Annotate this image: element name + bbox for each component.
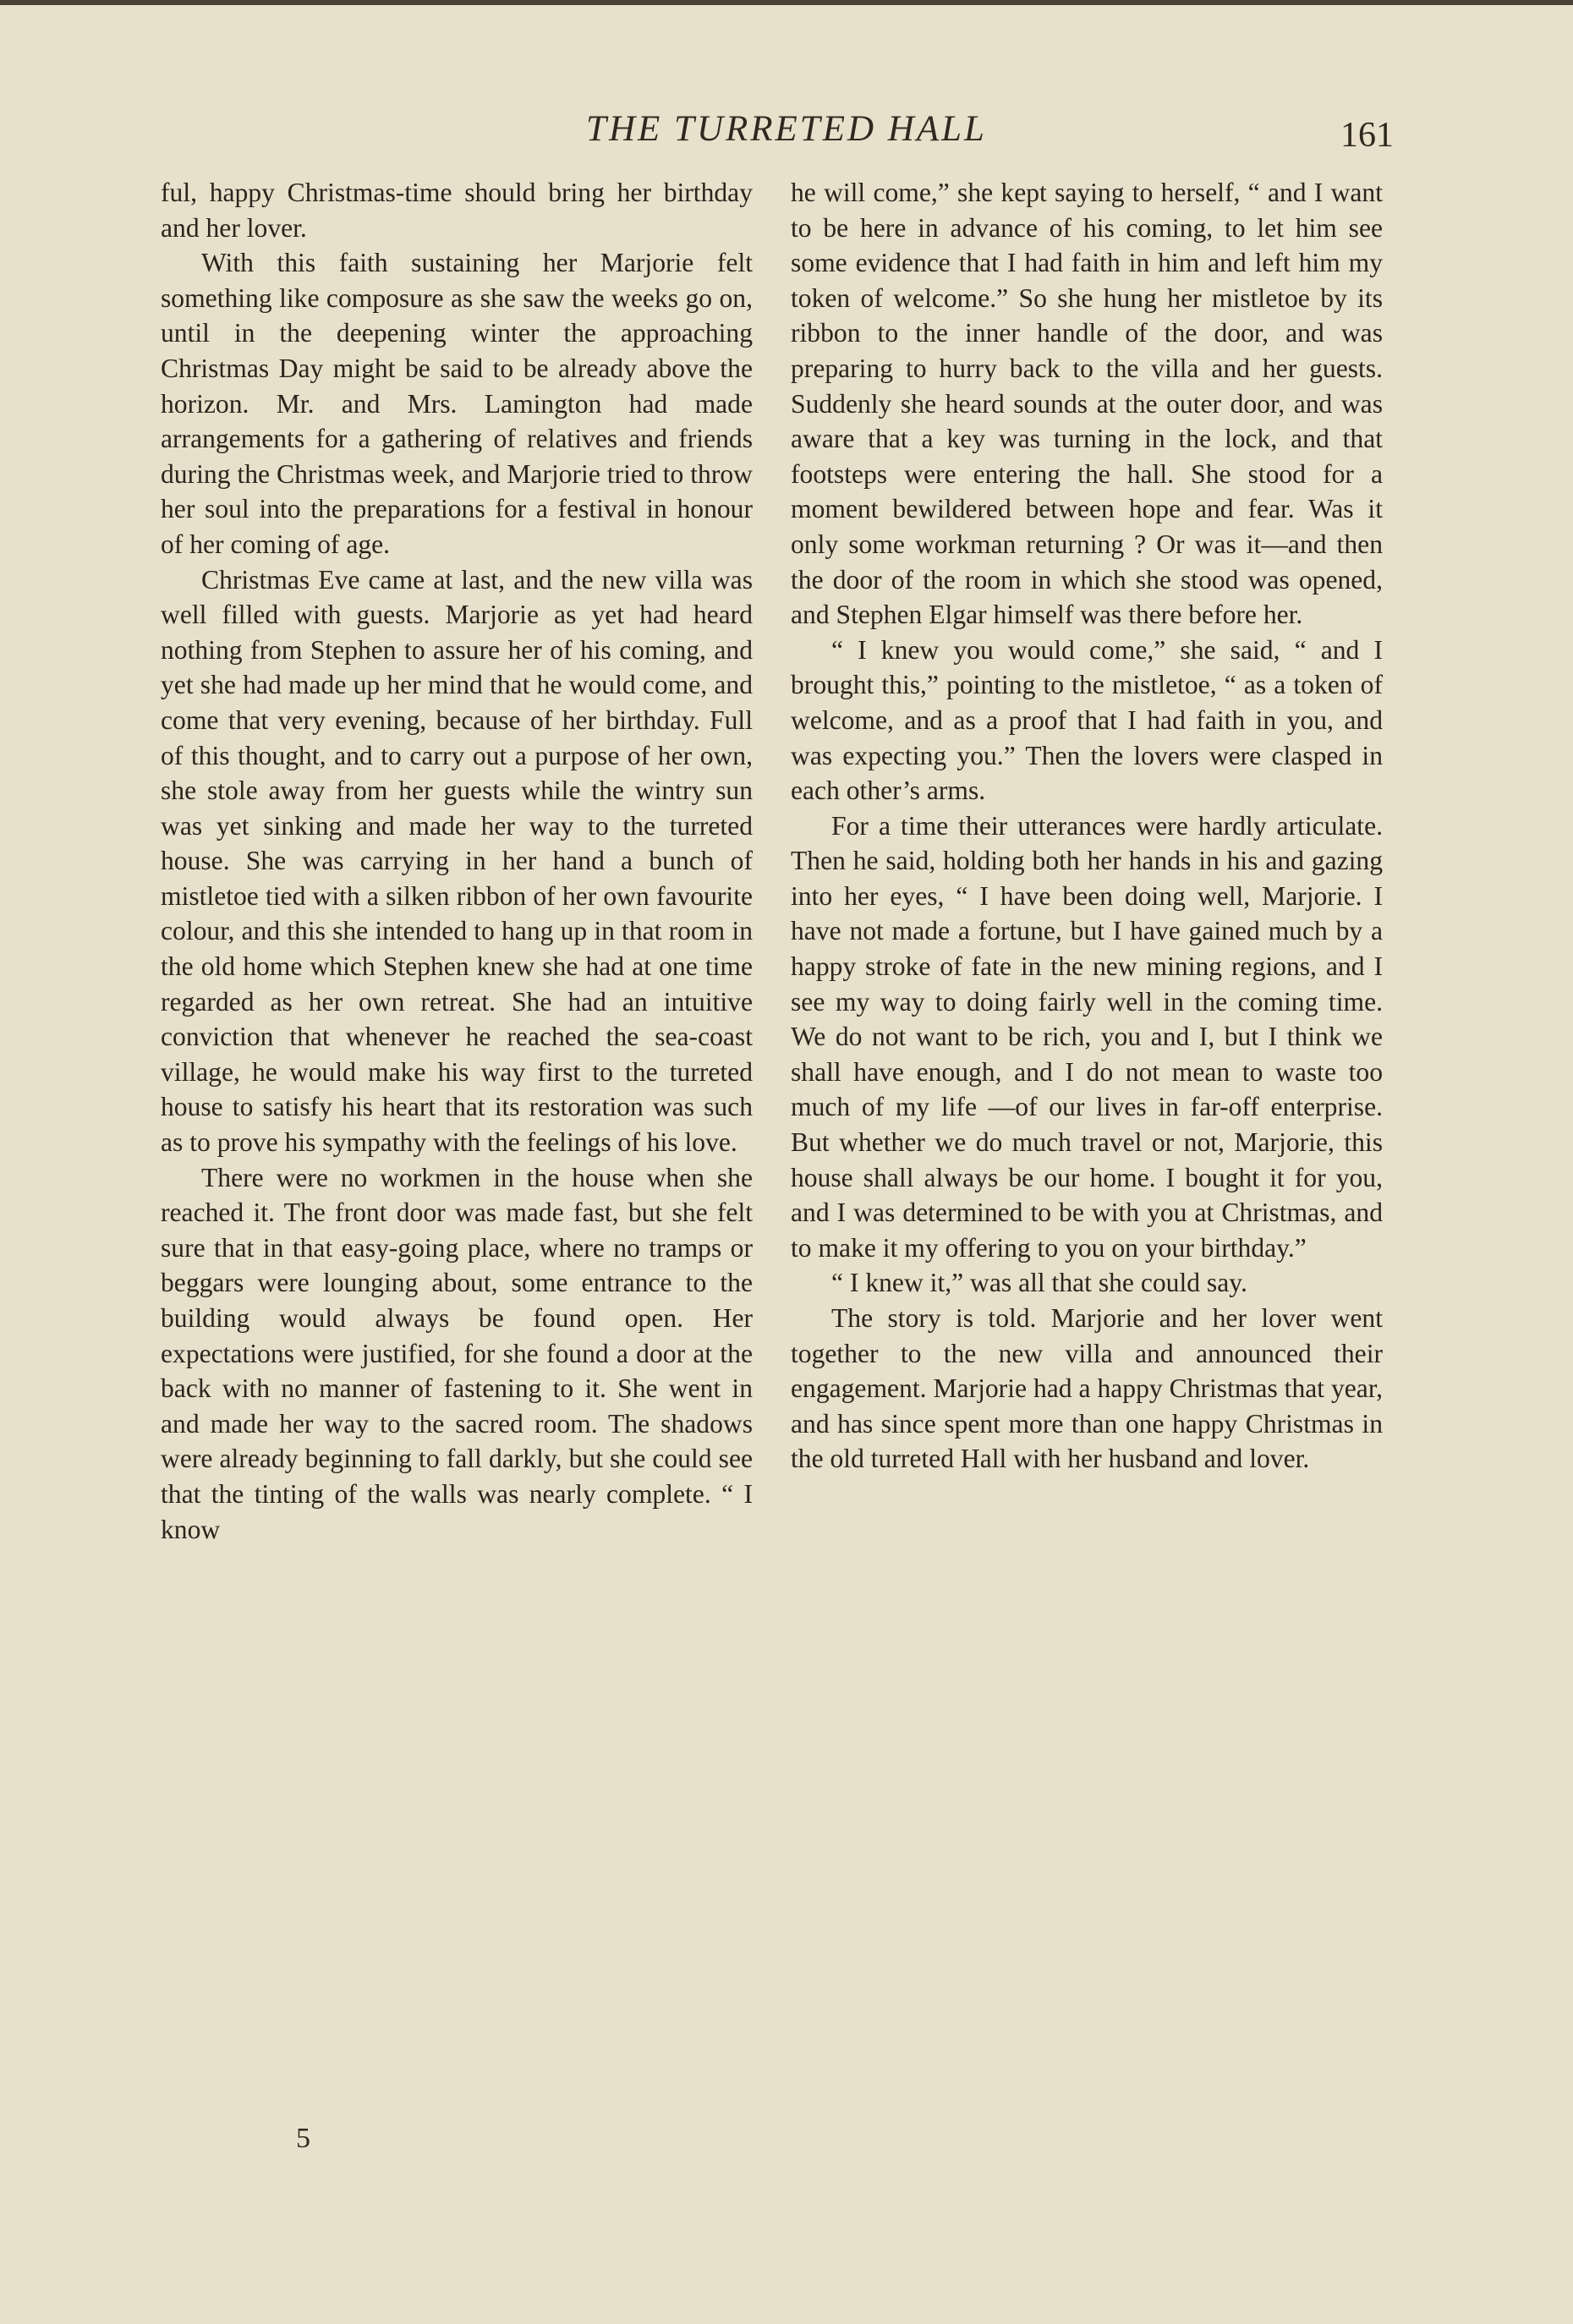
paragraph: The story is told. Marjorie and her lover went together to the new villa and announced their engagement. Marjorie had a happy Christmas that year, and has since spent more than one happy Christmas in the old turreted Hall with her husband and lover. [791, 1303, 1383, 1474]
right-column [791, 175, 1383, 1477]
paragraph: “ I knew you would come,” she said, “ and I brought this,” pointing to the mistletoe, “ as a token of welcome, and as a proof that I had faith in you, and was expecting you.” Then the lovers were clasped in each other’s arms. [791, 634, 1383, 806]
signature-mark: 5 [296, 2123, 310, 2154]
paragraph: “ I knew it,” was all that she could say. [831, 1268, 1247, 1298]
paragraph: With this faith sustaining her Marjorie felt something like composure as she saw the weeks go on, until in the deepening winter the approaching Christmas Day might be said to be already above the horizon. Mr. and Mrs. Lamington had made arrangements for a gathering of relatives and friends during the Christmas week, and Marjorie tried to throw her soul into the preparations for a festival in honour of her coming of age. [161, 248, 753, 559]
left-column [161, 175, 753, 1547]
top-edge-rule [0, 0, 1573, 5]
paragraph: For a time their utterances were hardly articulate. Then he said, holding both her hands in his and gazing into her eyes, “ I have been doing well, Marjorie. I have not made a fortune, but I have gained much by a happy stroke of fate in the new mining regions, and I see my way to doing fairly well in the coming time. We do not want to be rich, you and I, but I think we shall have enough, and I do not mean to waste too much of my life —of our lives in far-off enterprise. But whether we do much travel or not, Marjorie, this house shall always be our home. I bought it for you, and I was determined to be with you at Christmas, and to make it my offering to you on your birthday.” [791, 810, 1383, 1263]
paragraph: Christmas Eve came at last, and the new villa was well filled with guests. Marjorie as yet had heard nothing from Stephen to assure her of his coming, and yet she had made up her mind that he would come, and come that very evening, because of her birthday. Full of this thought, and to carry out a purpose of her own, she stole away from her guests while the wintry sun was yet sinking and made her way to the turreted house. She was carrying in her hand a bunch of mistletoe tied with a silken ribbon of her own favourite colour, and this she intended to hang up in that room in the old home which Stephen knew she had at one time regarded as her own retreat. She had an intuitive conviction that whenever he reached the sea-coast village, he would make his way first to the turreted house to satisfy his heart that its restoration was such as to prove his sympathy with the feelings of his love. [161, 564, 753, 1158]
page-number: 161 [1340, 116, 1394, 155]
paragraph: There were no workmen in the house when she reached it. The front door was made fast, but she felt sure that in that easy-going place, where no tramps or beggars were lounging about, some entrance to the building would always be found open. Her expectations were justified, for she found a door at the back with no manner of fastening to it. She went in and made her way to the sacred room. The shadows were already beginning to fall darkly, but she could see that the tinting of the walls was nearly complete. “ I know [161, 1162, 753, 1544]
paragraph: ful, happy Christmas-time should bring her birthday and her lover. [161, 178, 753, 243]
paragraph: he will come,” she kept saying to herself, “ and I want to be here in advance of his coming, to let him see some evidence that I had faith in him and left him my token of welcome.” So she hung her mistletoe by its ribbon to the inner handle of the door, and was preparing to hurry back to the villa and her guests. Suddenly she heard sounds at the outer door, and was aware that a key was turning in the lock, and that footsteps were entering the hall. She stood for a moment bewildered between hope and fear. Was it only some workman returning ? Or was it—and then the door of the room in which she stood was opened, and Stephen Elgar himself was there before her. [791, 178, 1383, 630]
running-head: THE TURRETED HALL [586, 109, 987, 149]
